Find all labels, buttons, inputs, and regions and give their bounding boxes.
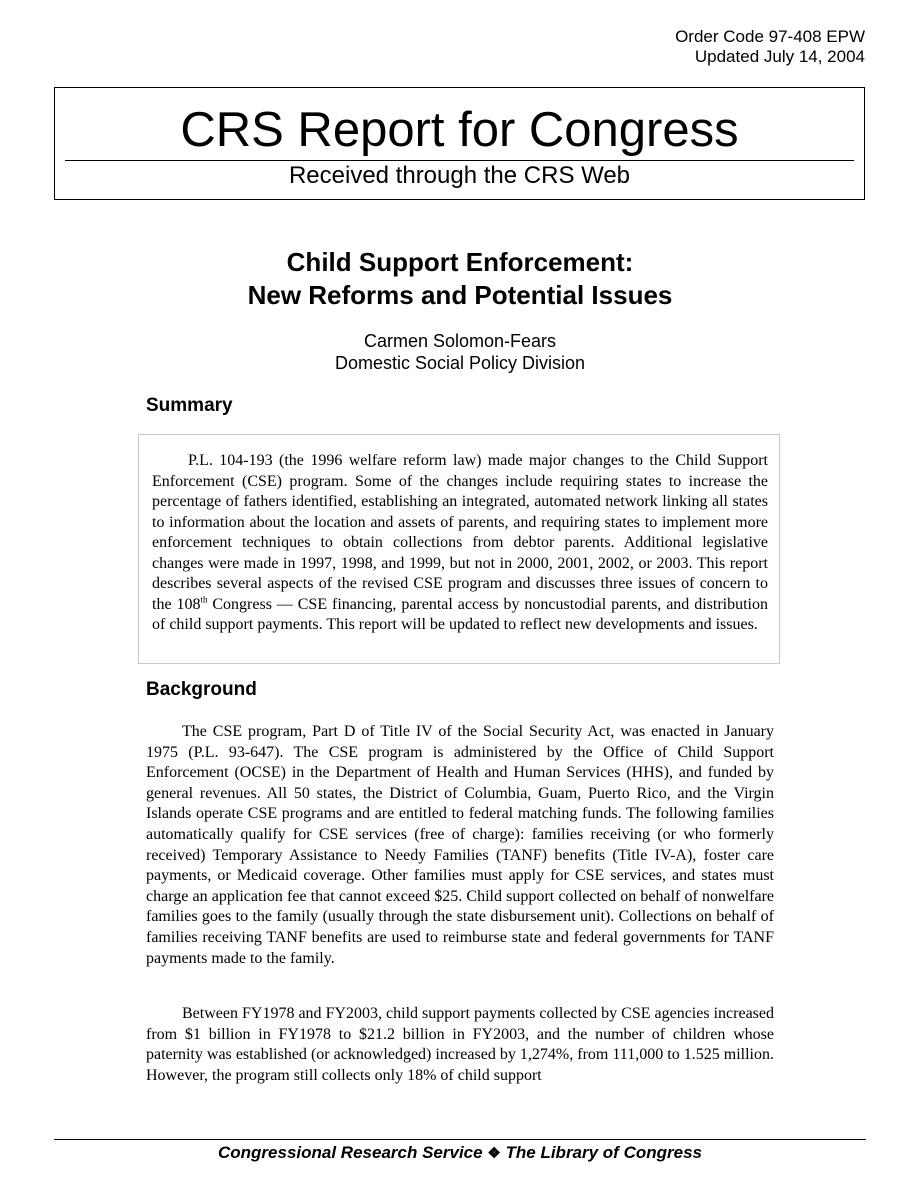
summary-box <box>138 434 780 664</box>
author-division: Domestic Social Policy Division <box>334 353 586 373</box>
page-footer <box>0 1143 920 1164</box>
background-paragraph-1-block <box>146 722 774 969</box>
document-title <box>0 246 920 312</box>
footer-crs: Congressional Research Service <box>218 1143 483 1162</box>
updated-date: Updated July 14, 2004 <box>694 47 865 66</box>
summary-text-part2: Congress — CSE financing, parental access by noncustodial parents, and distribution of child support payments. This report will be updated to reflect new developments and issues. <box>152 595 768 633</box>
banner-title: CRS Report for Congress <box>180 103 739 157</box>
background-paragraph-2-block <box>146 1004 774 1086</box>
author-block <box>0 330 920 374</box>
diamond-separator-icon: ❖ <box>487 1145 501 1162</box>
summary-text <box>152 451 768 636</box>
background-paragraph-2: Between FY1978 and FY2003, child support payments collected by CSE agencies increased from $1 billion in FY1978 to $21.2 billion in FY2003, and the number of children whose paternity was established (or acknowledged) increased by 1,274%, from 111,000 to 1.525 million. However, the program still collects only 18% of child support <box>146 1005 774 1084</box>
summary-text-part1: P.L. 104-193 (the 1996 welfare reform law) made major changes to the Child Support Enforcement (CSE) program. Some of the changes include requiring states to increase the percentage of fathers identified, establishing an integrated, automated network linking all states to information about the location and assets of parents, and requiring states to implement more enforcement techniques to obtain collections from debtor parents. Additional legislative changes were made in 1997, 1998, and 1999, but not in 2000, 2001, 2002, or 2003. This report describes several aspects of the revised CSE program and discusses three issues of concern to the 108 <box>152 452 768 613</box>
summary-paragraph <box>152 451 768 636</box>
background-heading: Background <box>146 679 257 700</box>
order-code-block <box>675 27 865 67</box>
footer-divider <box>54 1139 866 1140</box>
superscript-th: th <box>200 594 208 605</box>
author-name: Carmen Solomon-Fears <box>363 331 557 351</box>
document-title-line2: New Reforms and Potential Issues <box>247 280 673 310</box>
banner-divider <box>65 160 854 161</box>
footer-loc: The Library of Congress <box>505 1143 702 1162</box>
document-title-line1: Child Support Enforcement: <box>286 247 634 277</box>
order-code: Order Code 97-408 EPW <box>675 27 865 46</box>
report-banner <box>54 87 865 200</box>
summary-heading: Summary <box>146 395 233 416</box>
background-paragraph-1: The CSE program, Part D of Title IV of the Social Security Act, was enacted in January 1975 (P.L. 93-647). The CSE program is administered by the Office of Child Support Enforcement (OCSE) in the Department of Health and Human Services (HHS), and funded by general revenues. All 50 states, the District of Columbia, Guam, Puerto Rico, and the Virgin Islands operate CSE programs and are entitled to federal matching funds. The following families automatically qualify for CSE services (free of charge): families receiving (or who formerly received) Temporary Assistance to Needy Families (TANF) benefits (Title IV-A), foster care payments, or Medicaid coverage. Other families must apply for CSE services, and states must charge an application fee that cannot exceed $25. Child support collected on behalf of nonwelfare families goes to the family (usually through the state disbursement unit). Collections on behalf of families receiving TANF benefits are used to reimburse state and federal governments for TANF payments made to the family. <box>146 723 774 967</box>
banner-subtitle: Received through the CRS Web <box>288 162 631 189</box>
